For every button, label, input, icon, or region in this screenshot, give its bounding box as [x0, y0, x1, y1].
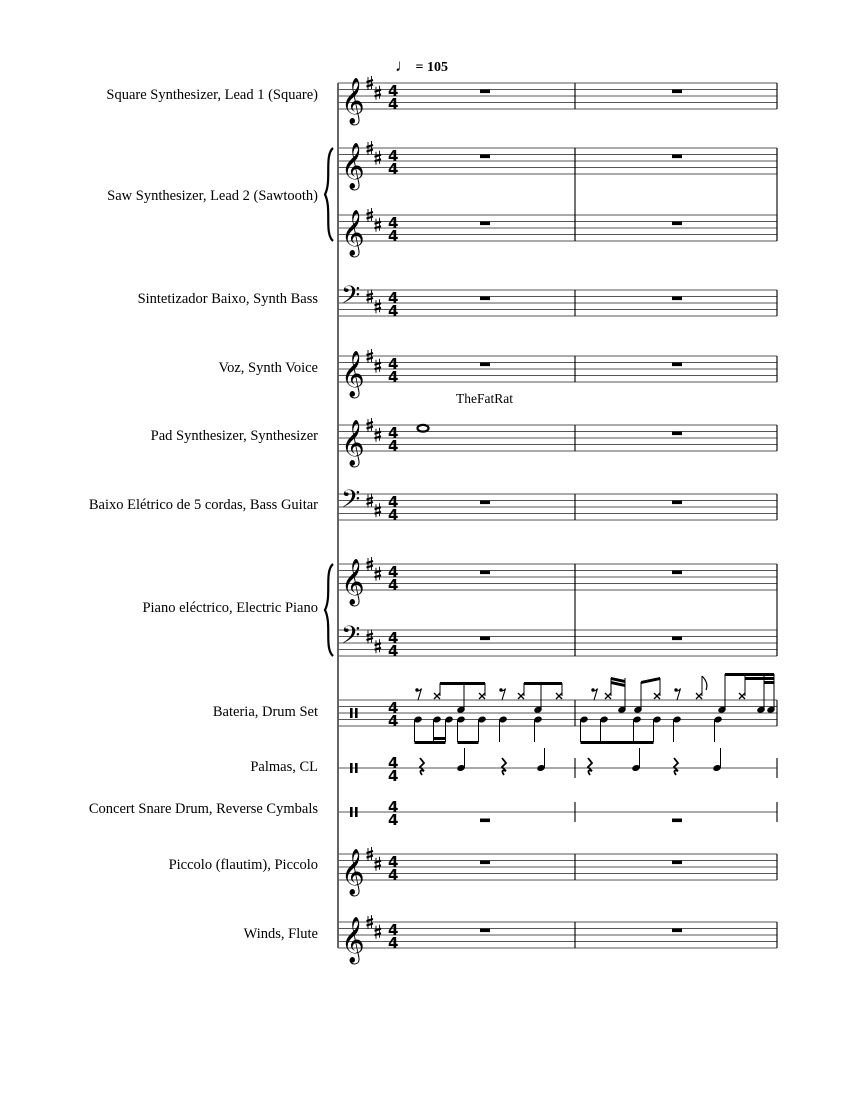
beam: [434, 741, 446, 744]
whole-rest-icon: [480, 90, 490, 94]
sharp-icon: [376, 639, 380, 653]
whole-rest-icon: [672, 571, 682, 575]
whole-rest-icon: [480, 819, 490, 823]
flag-icon: [702, 676, 707, 690]
x-notehead-icon: [654, 693, 660, 699]
beam: [458, 741, 479, 744]
beam: [581, 741, 654, 744]
time-signature-icon: 4: [388, 147, 399, 165]
whole-rest-icon: [672, 501, 682, 505]
sharp-icon: [376, 428, 380, 442]
percussion-clef-icon: [350, 763, 353, 773]
instrument-label-piccolo: Piccolo (flautim), Piccolo: [168, 857, 318, 873]
quarter-rest-icon: [674, 758, 678, 775]
x-notehead-icon: [556, 693, 562, 699]
sharp-icon: [376, 857, 380, 871]
instrument-label-synth-voice: Voz, Synth Voice: [218, 360, 318, 376]
whole-rest-icon: [672, 222, 682, 226]
treble-clef-icon: 𝄞: [341, 351, 365, 397]
text-marking: TheFatRat: [456, 391, 513, 406]
instrument-label-bass-guitar: Baixo Elétrico de 5 cordas, Bass Guitar: [88, 497, 318, 513]
whole-rest-icon: [480, 297, 490, 301]
whole-rest-icon: [672, 637, 682, 641]
bass-clef-icon: 𝄢: [341, 281, 361, 316]
bass-clef-icon: 𝄢: [341, 485, 361, 520]
instrument-label-flute: Winds, Flute: [243, 926, 318, 942]
time-signature-icon: 4: [388, 289, 399, 307]
time-signature-icon: 4: [388, 368, 399, 386]
x-notehead-icon: [518, 693, 524, 699]
percussion-clef-icon: [355, 807, 358, 817]
sharp-icon: [375, 155, 382, 162]
percussion-clef-icon: [350, 708, 353, 718]
sharp-icon: [375, 571, 382, 578]
brace-icon: [325, 564, 333, 656]
whole-rest-icon: [672, 90, 682, 94]
time-signature-icon: 4: [388, 642, 399, 660]
time-signature-icon: 4: [388, 934, 399, 952]
time-signature-icon: 4: [388, 629, 399, 647]
sharp-icon: [376, 86, 380, 100]
sharp-icon: [375, 90, 382, 97]
sharp-icon: [375, 507, 382, 514]
sharp-icon: [376, 299, 380, 313]
time-signature-icon: 4: [388, 699, 399, 717]
time-signature-icon: 4: [388, 563, 399, 581]
sharp-icon: [375, 929, 382, 936]
whole-rest-icon: [672, 363, 682, 367]
beam: [524, 682, 562, 685]
x-notehead-icon: [479, 693, 485, 699]
time-signature-icon: 4: [388, 302, 399, 320]
whole-rest-icon: [672, 297, 682, 301]
instrument-label-synth-bass: Sintetizador Baixo, Synth Bass: [137, 291, 318, 307]
treble-clef-icon: 𝄞: [341, 78, 365, 124]
time-signature-icon: 4: [388, 754, 399, 772]
x-notehead-icon: [605, 693, 611, 699]
whole-note-icon: [418, 425, 429, 432]
time-signature-icon: 4: [388, 160, 399, 178]
sharp-icon: [376, 151, 380, 165]
whole-rest-icon: [672, 819, 682, 823]
whole-rest-icon: [480, 571, 490, 575]
treble-clef-icon: 𝄞: [341, 559, 365, 605]
time-signature-icon: 4: [388, 866, 399, 884]
instrument-label-square-synth: Square Synthesizer, Lead 1 (Square): [106, 87, 318, 103]
time-signature-icon: 4: [388, 227, 399, 245]
sharp-icon: [375, 222, 382, 229]
beam: [434, 737, 446, 740]
time-signature-icon: 4: [388, 921, 399, 939]
whole-rest-icon: [480, 861, 490, 865]
sharp-icon: [376, 359, 380, 373]
sharp-icon: [376, 567, 380, 581]
tempo-value: = 105: [415, 60, 448, 75]
beam: [745, 677, 774, 680]
sharp-icon: [375, 303, 382, 310]
time-signature-icon: 4: [388, 506, 399, 524]
sharp-icon: [376, 218, 380, 232]
whole-rest-icon: [672, 432, 682, 436]
sharp-icon: [375, 432, 382, 439]
sharp-icon: [375, 861, 382, 868]
whole-rest-icon: [480, 929, 490, 933]
whole-rest-icon: [480, 222, 490, 226]
whole-rest-icon: [672, 155, 682, 159]
time-signature-icon: 4: [388, 214, 399, 232]
sharp-icon: [376, 925, 380, 939]
sharp-icon: [376, 503, 380, 517]
sharp-icon: [375, 363, 382, 370]
time-signature-icon: 4: [388, 493, 399, 511]
time-signature-icon: 4: [388, 853, 399, 871]
percussion-clef-icon: [350, 807, 353, 817]
whole-rest-icon: [480, 363, 490, 367]
whole-rest-icon: [480, 637, 490, 641]
x-notehead-icon: [739, 693, 745, 699]
time-signature-icon: 4: [388, 798, 399, 816]
instrument-label-pad-synth: Pad Synthesizer, Synthesizer: [150, 428, 318, 444]
whole-rest-icon: [672, 929, 682, 933]
whole-rest-icon: [672, 861, 682, 865]
time-signature-icon: 4: [388, 576, 399, 594]
quarter-rest-icon: [502, 758, 506, 775]
percussion-clef-icon: [355, 708, 358, 718]
instrument-label-drum-set: Bateria, Drum Set: [212, 704, 318, 720]
time-signature-icon: 4: [388, 712, 399, 730]
treble-clef-icon: 𝄞: [341, 143, 365, 189]
percussion-clef-icon: [355, 763, 358, 773]
sharp-icon: [375, 643, 382, 650]
whole-rest-icon: [480, 501, 490, 505]
time-signature-icon: 4: [388, 437, 399, 455]
treble-clef-icon: 𝄞: [341, 420, 365, 466]
tempo-marking: [395, 56, 448, 76]
bass-clef-icon: 𝄢: [341, 621, 361, 656]
time-signature-icon: 4: [388, 82, 399, 100]
quarter-rest-icon: [420, 758, 424, 775]
beam: [764, 681, 774, 684]
beam: [641, 677, 660, 684]
treble-clef-icon: 𝄞: [341, 849, 365, 895]
time-signature-icon: 4: [388, 811, 399, 829]
beam: [440, 682, 485, 685]
instrument-label-palmas: Palmas, CL: [250, 759, 318, 775]
instrument-label-concert-snare: Concert Snare Drum, Reverse Cymbals: [88, 801, 318, 817]
beam: [725, 673, 774, 676]
time-signature-icon: 4: [388, 95, 399, 113]
instrument-label-electric-piano: Piano eléctrico, Electric Piano: [142, 600, 318, 616]
whole-rest-icon: [480, 155, 490, 159]
x-notehead-icon: [434, 693, 440, 699]
quarter-rest-icon: [588, 758, 592, 775]
time-signature-icon: 4: [388, 767, 399, 785]
instrument-label-saw-synth: Saw Synthesizer, Lead 2 (Sawtooth): [107, 188, 318, 204]
beam: [415, 741, 434, 744]
treble-clef-icon: 𝄞: [341, 210, 365, 256]
time-signature-icon: 4: [388, 424, 399, 442]
time-signature-icon: 4: [388, 355, 399, 373]
treble-clef-icon: 𝄞: [341, 917, 365, 963]
x-notehead-icon: [696, 693, 702, 699]
brace-icon: [325, 148, 333, 241]
quarter-note-icon: ♩: [395, 56, 412, 75]
